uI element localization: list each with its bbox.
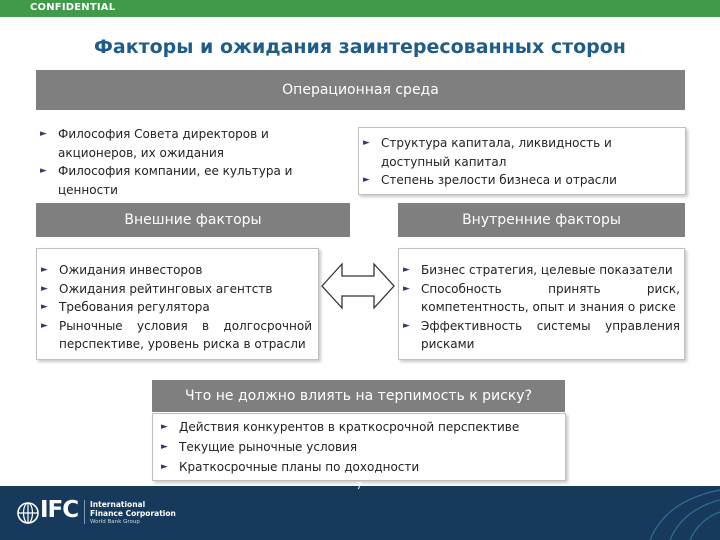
list-item: ► Философия Совета директоров и акционеров, их ожидания — [40, 127, 269, 160]
double-arrow-icon — [320, 258, 396, 314]
list-item: ► Рыночные условия в долгосрочной перспективе, уровень риска в отрасли — [41, 318, 312, 351]
triangle-bullet-icon: ► — [403, 320, 410, 331]
list-item: ► Бизнес стратегия, целевые показатели — [399, 261, 680, 280]
operating-environment-label: Операционная среда — [282, 82, 439, 98]
list-item: ► Структура капитала, ликвидность и доступный капитал — [363, 136, 612, 169]
org-name-line1: International — [90, 500, 146, 509]
external-factors-box — [36, 248, 319, 360]
internal-factors-label: Внутренние факторы — [462, 212, 621, 228]
operating-right-box — [358, 127, 686, 195]
internal-factors-box — [398, 248, 685, 360]
list-item: ► Действия конкурентов в краткосрочной перспективе — [157, 417, 565, 437]
triangle-bullet-icon: ► — [161, 442, 168, 452]
list-item: ► Краткосрочные планы по доходности — [157, 457, 565, 477]
triangle-bullet-icon: ► — [41, 302, 48, 312]
footer-bar — [0, 486, 720, 540]
triangle-bullet-icon: ► — [403, 265, 410, 275]
logo-divider — [84, 500, 85, 524]
triangle-bullet-icon: ► — [363, 138, 370, 148]
list-item: ► Степень зрелости бизнеса и отрасли — [359, 171, 677, 190]
list-item: ► Ожидания рейтинговых агентств — [37, 280, 312, 299]
triangle-bullet-icon: ► — [41, 320, 48, 331]
list-item: ► Способность принять риск, компетентность, опыт и знания о риске — [403, 281, 680, 314]
triangle-bullet-icon: ► — [403, 283, 410, 294]
ifc-logo-text: IFC — [40, 497, 79, 523]
triangle-bullet-icon: ► — [161, 422, 168, 432]
external-factors-bar — [36, 203, 350, 237]
question-label: Что не должно влиять на терпимость к риску? — [184, 388, 533, 404]
list-item: ► Ожидания инвесторов — [37, 261, 312, 280]
external-factors-label: Внешние факторы — [124, 212, 262, 228]
question-box — [152, 413, 566, 481]
triangle-bullet-icon: ► — [40, 166, 47, 176]
question-bar — [152, 380, 565, 412]
triangle-bullet-icon: ► — [40, 129, 47, 139]
ifc-globe-icon — [16, 501, 40, 525]
confidential-label: CONFIDENTIAL — [30, 2, 116, 13]
internal-factors-bar — [398, 203, 685, 237]
triangle-bullet-icon: ► — [41, 265, 48, 275]
triangle-bullet-icon: ► — [363, 175, 370, 185]
list-item: ► Требования регулятора — [37, 298, 312, 317]
org-name-line3: World Bank Group — [90, 519, 140, 525]
list-item: ► Философия компании, ее культура и ценности — [40, 164, 293, 197]
list-item: ► Текущие рыночные условия — [157, 437, 565, 457]
page-title: Факторы и ожидания заинтересованных сторон — [94, 36, 626, 58]
operating-environment-bar — [36, 70, 685, 110]
triangle-bullet-icon: ► — [41, 283, 48, 294]
list-item: ► Эффективность системы управления рисками — [403, 318, 680, 351]
operating-left-box — [36, 123, 350, 201]
org-name-line2: Finance Corporation — [90, 509, 176, 518]
page-number: 7 — [356, 481, 363, 492]
triangle-bullet-icon: ► — [161, 462, 168, 472]
